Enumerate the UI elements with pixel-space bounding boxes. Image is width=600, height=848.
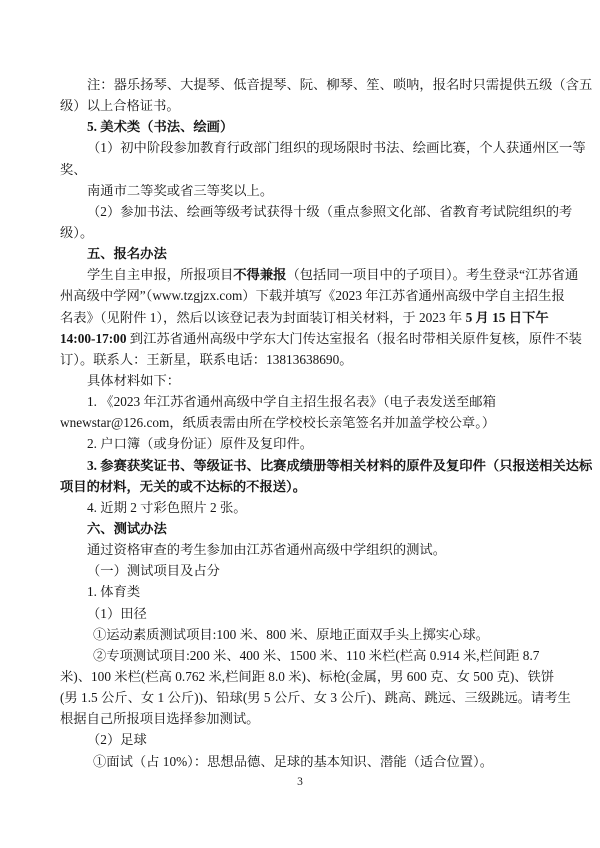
text-line (60, 391, 544, 412)
text-line (60, 264, 579, 285)
text-line (60, 159, 544, 180)
document-body (60, 74, 593, 772)
text-run: 奖、 (60, 161, 87, 177)
text-run: 2. 户口簿（或身份证）原件及复印件。 (87, 436, 314, 452)
text-run: ②专项测试项目:200 米、400 米、1500 米、110 米栏(栏高 0.914 米,栏间距 8.7 (93, 647, 540, 663)
text-run: （一）测试项目及占分 (87, 563, 220, 579)
text-run: 1. 《2023 年江苏省通州高级中学自主招生报名表》（电子表发送至邮箱 (87, 394, 496, 410)
text-line (60, 370, 544, 391)
text-line (60, 116, 544, 137)
text-line (60, 328, 582, 349)
text-line (60, 476, 544, 497)
text-run: 根据自己所报项目选择参加测试。 (60, 711, 260, 727)
text-run: 到江苏省通州高级中学东大门传达室报名（报名时带相关原件复核，原件不装 (126, 330, 582, 346)
text-run: 订）。联系人：王新星，联系电话：13813638690。 (60, 351, 353, 367)
text-run: （2）参加书法、绘画等级考试获得十级（重点参照文化部、省教育考试院组织的考 (87, 203, 573, 219)
text-run: （2）足球 (87, 732, 147, 748)
text-run: ①运动素质测试项目:100 米、800 米、原地正面双手头上掷实心球。 (93, 626, 489, 642)
text-line (60, 518, 544, 539)
text-line (60, 95, 544, 116)
text-run: 具体材料如下： (87, 372, 181, 388)
text-run: 1. 体育类 (87, 584, 141, 600)
text-line (60, 603, 544, 624)
text-line (60, 349, 544, 370)
text-line (60, 645, 544, 666)
bold-text-run: 五、报名办法 (87, 246, 167, 262)
text-run: 级）以上合格证书。 (60, 98, 180, 114)
text-run: 米)、100 米栏(栏高 0.762 米,栏间距 8.0 米)、标枪(金属，男 600 克、女 500 克)、铁饼 (60, 668, 555, 684)
text-line (60, 455, 593, 476)
text-line (60, 666, 555, 687)
text-line (60, 137, 586, 158)
text-run: wnewstar@126.com，纸质表需由所在学校校长亲笔签名并加盖学校公章。） (60, 415, 496, 431)
text-line (60, 497, 544, 518)
text-line (60, 539, 544, 560)
text-line (60, 708, 544, 729)
text-line (60, 624, 544, 645)
bold-text-run: 5 月 15 日下午 (465, 309, 549, 325)
text-run: 4. 近期 2 寸彩色照片 2 张。 (87, 499, 247, 515)
text-run: 名表》（见附件 1），然后以该登记表为封面装订相关材料，于 2023 年 (60, 309, 466, 325)
text-run: （1）初中阶段参加教育行政部门组织的现场限时书法、绘画比赛，个人获通州区一等 (87, 140, 586, 156)
bold-text-run: 项目的材料，无关的或不达标的不报送）。 (60, 478, 306, 494)
text-run: （包括同一项目中的子项目）。考生登录“江苏省通 (286, 267, 579, 283)
text-line (60, 307, 549, 328)
text-run: 州高级中学网”（www.tzgjzx.com）下载并填写《2023 年江苏省通州高级中学自主招生报 (60, 288, 565, 304)
bold-text-run: 5. 美术类（书法、绘画） (87, 119, 234, 135)
text-line (60, 285, 565, 306)
text-line (60, 560, 544, 581)
text-run: （1）田径 (87, 605, 147, 621)
text-run: 通过资格审查的考生参加由江苏省通州高级中学组织的测试。 (87, 542, 447, 558)
page-number: 3 (297, 776, 303, 788)
text-line (60, 433, 544, 454)
text-line (60, 412, 544, 433)
text-line (60, 751, 544, 772)
text-run: (男 1.5 公斤、女 1 公斤))、铅球(男 5 公斤、女 3 公斤)、跳高、跳远、三级跳远。请考生 (60, 690, 571, 706)
text-line (60, 222, 544, 243)
text-line (60, 581, 544, 602)
text-run: ①面试（占 10%）：思想品德、足球的基本知识、潜能（适合位置）。 (93, 753, 494, 769)
bold-text-run: 不得兼报 (233, 267, 287, 283)
text-line (60, 687, 571, 708)
text-run: 南通市二等奖或省三等奖以上。 (87, 182, 274, 198)
text-run: 注：器乐扬琴、大提琴、低音提琴、阮、柳琴、笙、唢呐，报名时只需提供五级（含五 (87, 77, 593, 92)
bold-text-run: 3. 参赛获奖证书、等级证书、比赛成绩册等相关材料的原件及复印件（只报送相关达标 (87, 457, 593, 473)
bold-text-run: 六、测试办法 (87, 520, 167, 536)
text-run: 学生自主申报，所报项目 (87, 267, 234, 283)
bold-text-run: 14:00-17:00 (60, 330, 127, 346)
text-line (60, 201, 573, 222)
text-line (60, 243, 544, 264)
text-run: 级）。 (60, 224, 94, 240)
text-line (60, 180, 544, 201)
text-line (60, 729, 544, 750)
text-line (60, 74, 593, 95)
